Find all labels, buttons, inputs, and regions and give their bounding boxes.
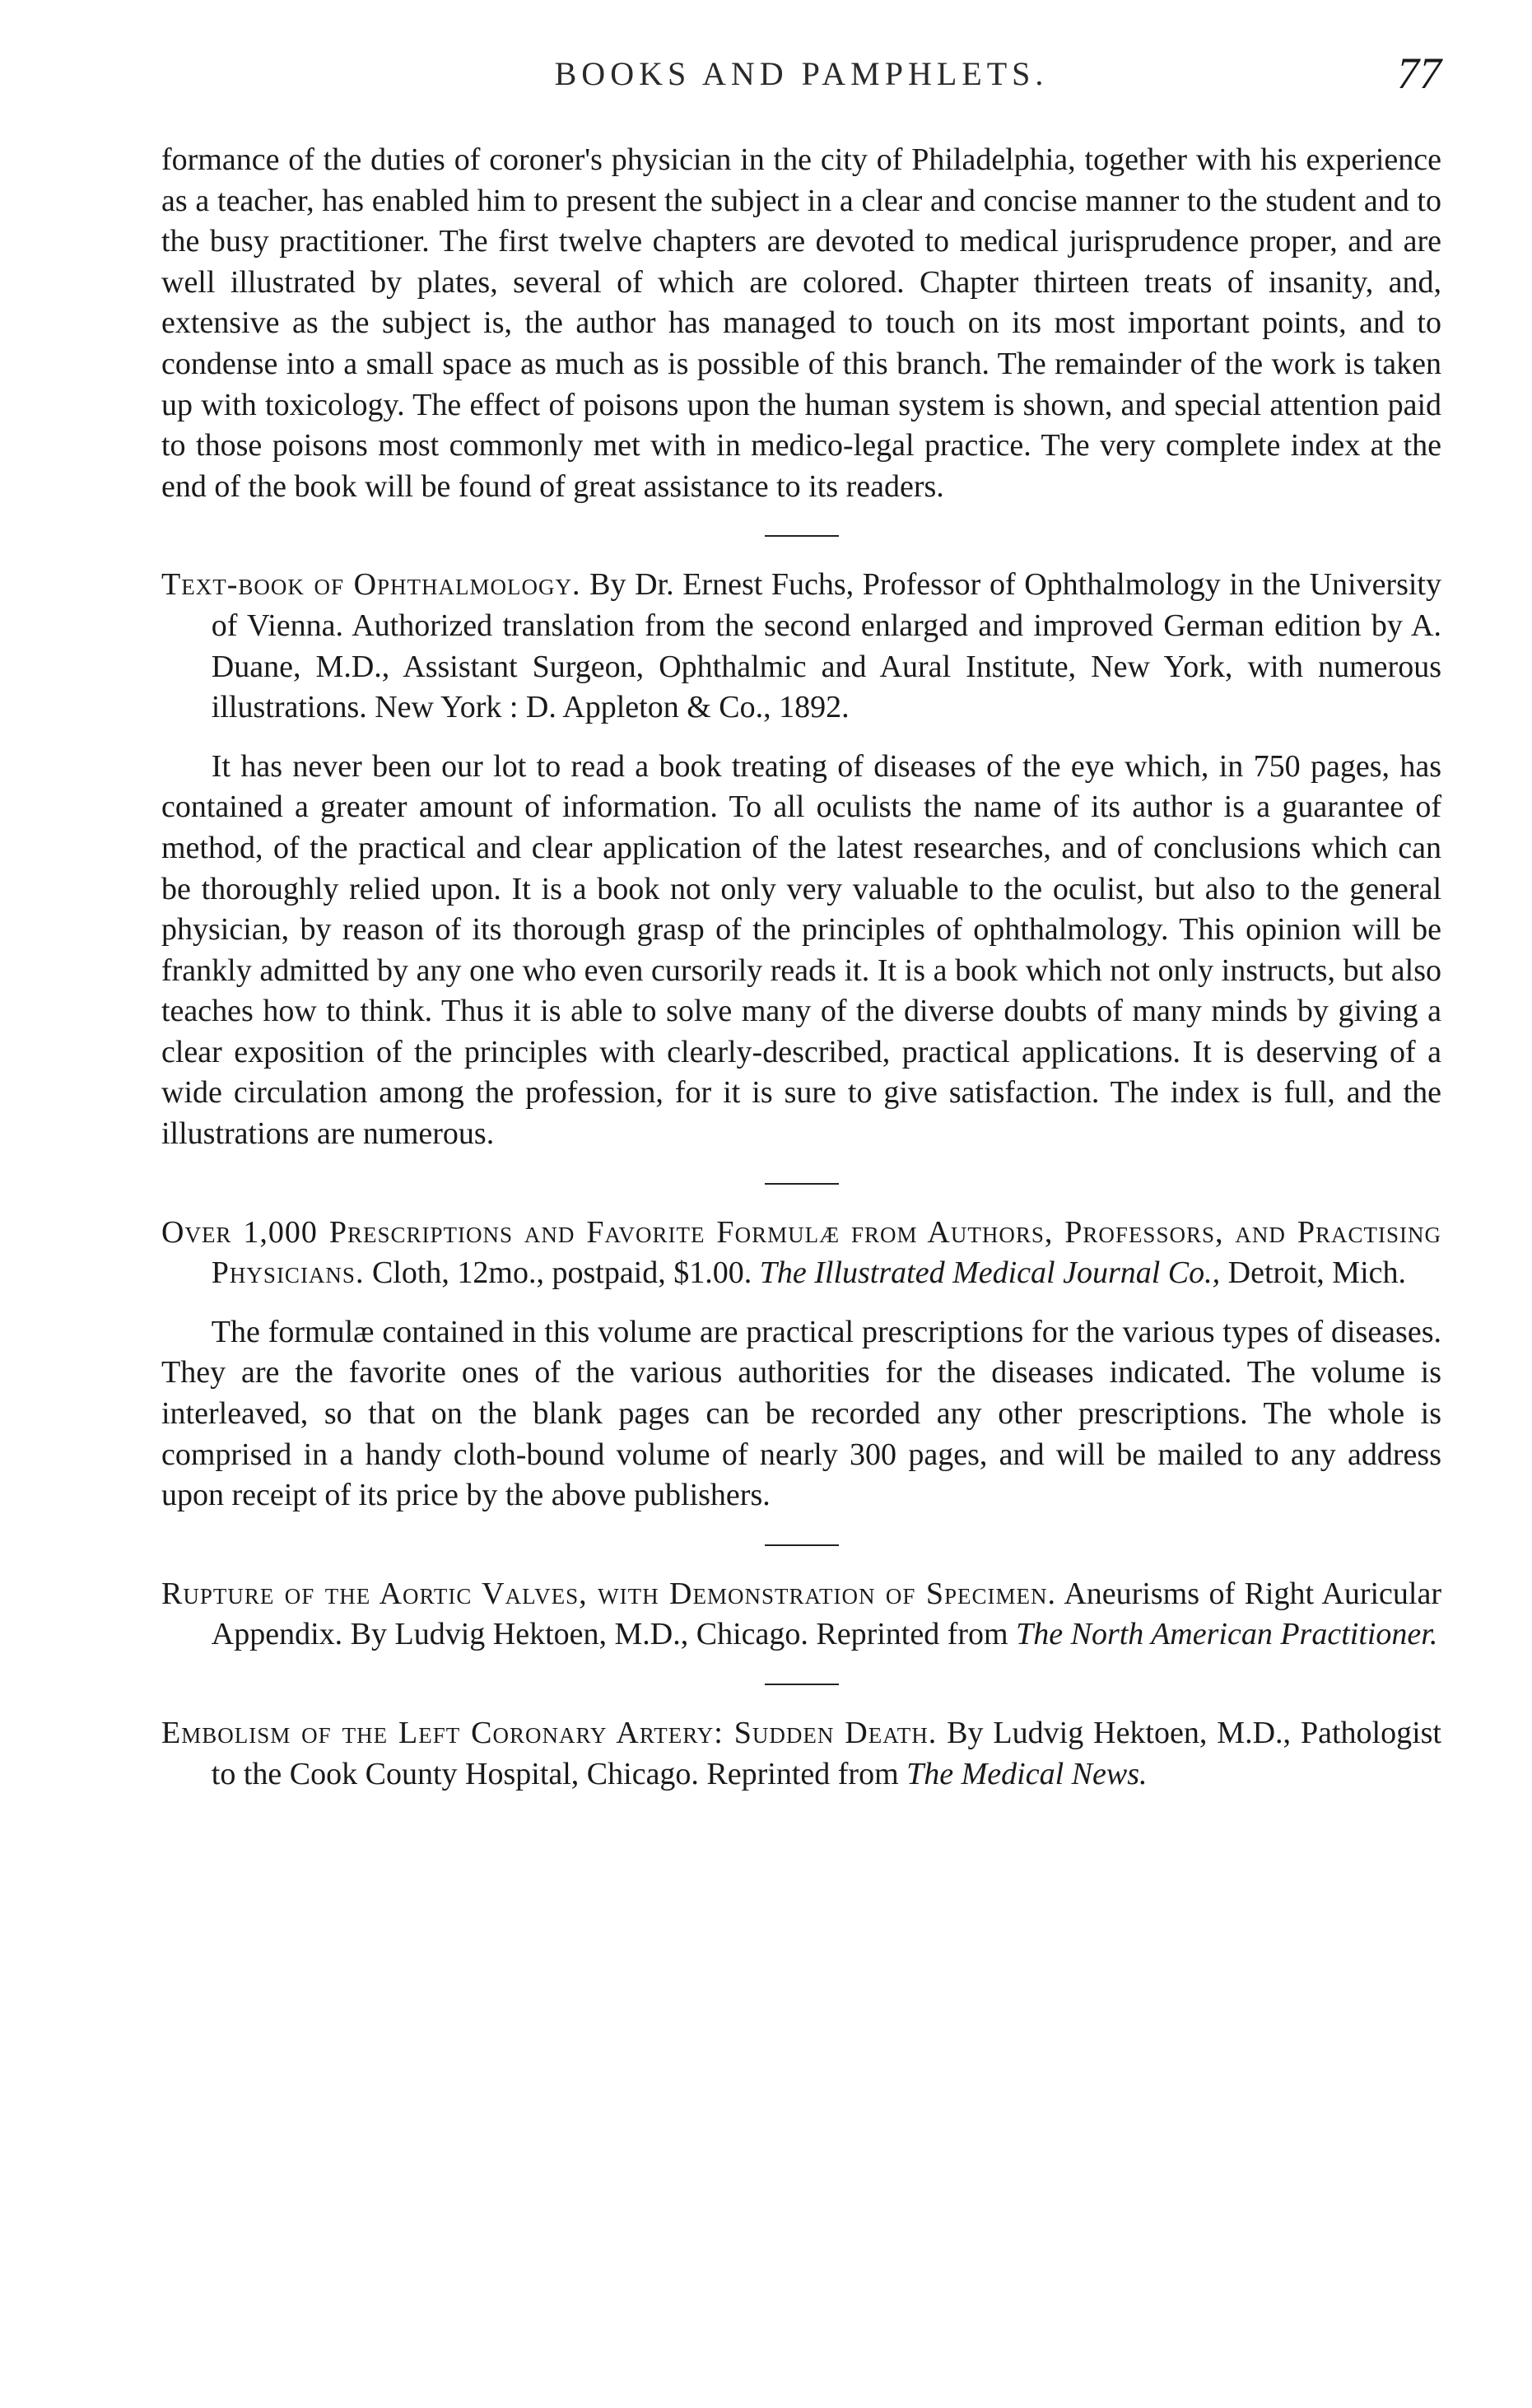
publisher-place: Detroit, Mich. [1220, 1255, 1406, 1291]
citation-details: By Ludvig Hektoen, M.D., Pathologist to the Cook County Hospital, Chicago. Reprinted from [211, 1716, 1441, 1791]
book-citation-prescriptions [161, 1213, 1441, 1294]
book-title: Embolism of the Left Coronary Artery: Sudden Death. [161, 1716, 938, 1750]
review-body-ophthalmology: It has never been our lot to read a book treating of diseases of the eye which, in 750 pages, has contained a greater amount of information. To all oculists the name of its author is a guarantee of method, of the practical and clear application of the latest researches, and of conclusions which can be thoroughly relied upon. It is a book not only very valuable to the oculist, but also to the general physician, by reason of its thorough grasp of the principles of ophthalmology. This opinion will be frankly admitted by any one who even cursorily reads it. It is a book which not only instructs, but also teaches how to think. Thus it is able to solve many of the diverse doubts of many minds by giving a clear exposition of the principles with clearly-described, practical applications. It is deserving of a wide circulation among the profession, for it is sure to give satisfaction. The index is full, and the illustrations are numerous. [161, 748, 1441, 1152]
book-title: Text-book of Ophthalmology. [161, 567, 581, 603]
book-citation-aortic-valves [161, 1574, 1441, 1656]
page-body [161, 140, 1441, 1795]
book-citation-ophthalmology [161, 565, 1441, 728]
running-title: BOOKS AND PAMPHLETS. [554, 55, 1049, 92]
citation-details: Cloth, 12mo., postpaid, $1.00. [364, 1255, 760, 1291]
section-divider [765, 1684, 839, 1685]
publisher-name: The Illustrated Medical Journal Co., [759, 1255, 1221, 1291]
review-body-prescriptions: The formulæ contained in this volume are practical prescriptions for the various types of diseases. They are the favorite ones of the various authorities for the diseases indicated. The volume is interleaved, so that on the blank pages can be recorded any other prescriptions. The whole is comprised in a handy cloth-bound volume of nearly 300 pages, and will be mailed to any address upon receipt of its price by the above publishers. [161, 1314, 1441, 1513]
page-header [161, 48, 1441, 114]
review-continuation: formance of the duties of coroner's physician in the city of Philadelphia, together with his experience as a teacher, has enabled him to present the subject in a clear and concise manner to the student and to the busy practitioner. The first twelve chapters are devoted to medical jurisprudence proper, and are well illustrated by plates, several of which are colored. Chapter thirteen treats of insanity, and, extensive as the subject is, the author has managed to touch on its most important points, and to condense into a small space as much as is possible of this branch. The remainder of the work is taken up with toxicology. The effect of poisons upon the human system is shown, and special attention paid to those poisons most commonly met with in medico-legal practice. The very complete index at the end of the book will be found of great assistance to its readers. [161, 142, 1441, 504]
section-divider [765, 1183, 839, 1185]
source-journal: The North American Practitioner. [1016, 1617, 1438, 1652]
book-title: Over 1,000 Prescriptions and Favorite Formulæ from Authors, Professors, and Practising Physicians. [161, 1214, 1441, 1291]
section-divider [765, 1544, 839, 1546]
book-title: Rupture of the Aortic Valves, with Demonstration of Specimen. [161, 1576, 1057, 1611]
citation-details: By Dr. Ernest Fuchs, Professor of Ophthalmology in the University of Vienna. Authorized translation from the second enlarged and improved German edition by A. Duane, M.D., Assistant Surgeon, Ophthalmic and Aural Institute, New York, with numerous illustrations. New York : D. Appleton & Co., 1892. [211, 567, 1441, 725]
section-divider [765, 535, 839, 537]
citation-details: Aneurisms of Right Auricular Appendix. By Ludvig Hektoen, M.D., Chicago. Reprinted from [211, 1576, 1441, 1652]
page-number: 77 [1397, 49, 1441, 98]
source-journal: The Medical News. [906, 1756, 1148, 1791]
book-citation-embolism [161, 1713, 1441, 1795]
